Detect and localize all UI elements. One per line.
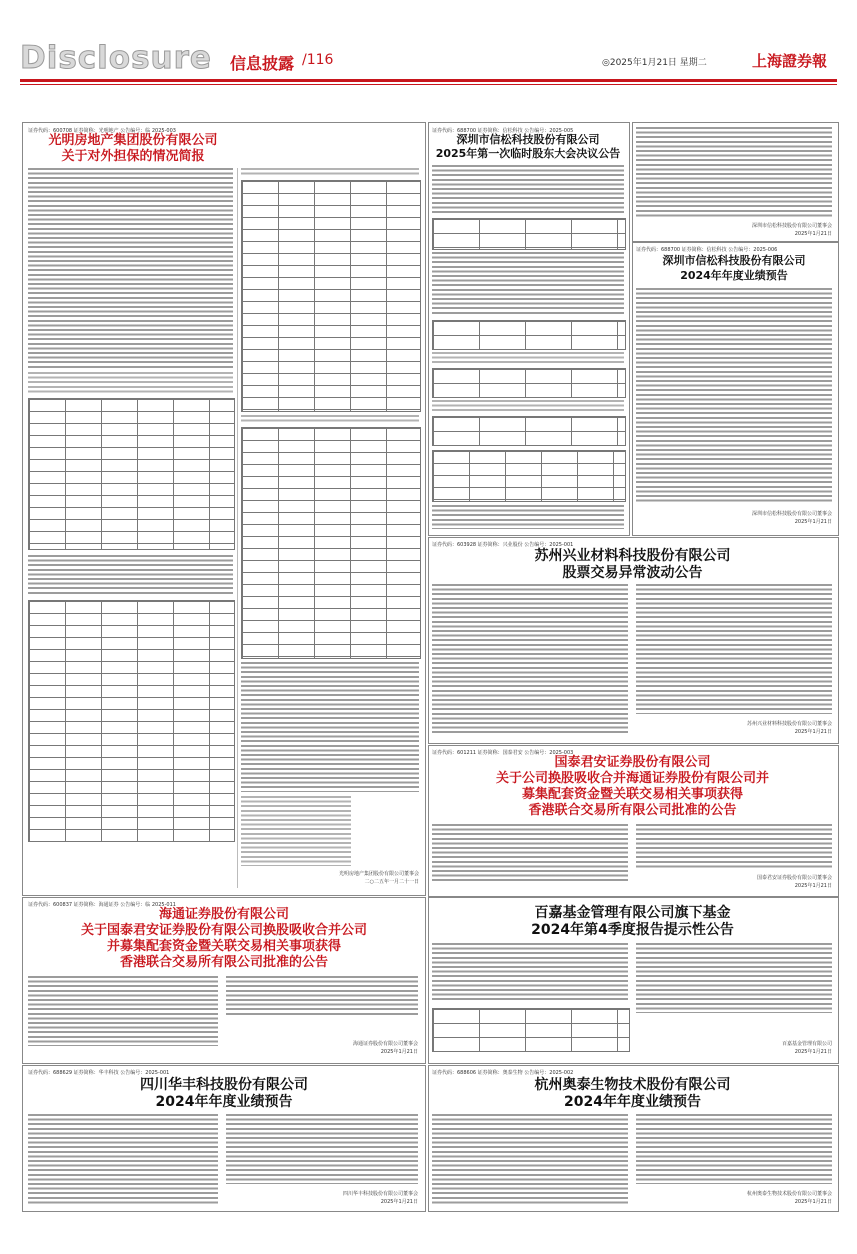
notice-signature: 深圳市信松科技股份有限公司董事会 bbox=[751, 511, 832, 517]
notice-date: 2025年1月21日 bbox=[794, 729, 832, 735]
vote-table bbox=[432, 320, 626, 350]
notice-subtitle: 2024年年度业绩预告 bbox=[155, 1094, 293, 1110]
notice-date: 2025年1月21日 bbox=[794, 519, 832, 525]
attendance-table bbox=[432, 218, 626, 250]
masthead-logo: Disclosure bbox=[20, 40, 212, 76]
notice-body-text bbox=[636, 127, 832, 217]
notice-header: 证券代码：688700 证券简称：信松科技 公告编号：2025-005 bbox=[432, 128, 574, 134]
subsidiary-table bbox=[241, 427, 421, 659]
masthead-rule-thin bbox=[20, 84, 837, 85]
notice-body-text bbox=[28, 168, 233, 368]
notice-title: 国泰君安证券股份有限公司 bbox=[554, 755, 711, 770]
guarantee-table bbox=[28, 398, 235, 550]
vote-detail-table bbox=[432, 450, 626, 502]
masthead-paper-name: 上海證券報 bbox=[752, 52, 828, 70]
notice-subtitle: 关于对外担保的情况简报 bbox=[61, 149, 205, 164]
notice-date: 2025年1月21日 bbox=[794, 231, 832, 237]
notice-title: 杭州奥泰生物技术股份有限公司 bbox=[534, 1077, 731, 1093]
guarantee-detail-table bbox=[28, 600, 235, 842]
notice-date: 2025年1月21日 bbox=[794, 1199, 832, 1205]
notice-date: 2025年1月21日 bbox=[380, 1049, 418, 1055]
notice-date: 2025年1月21日 bbox=[794, 1049, 832, 1055]
column-divider bbox=[237, 168, 238, 888]
vote-table bbox=[432, 368, 626, 398]
notice-signature: 苏州兴业材料科技股份有限公司董事会 bbox=[746, 721, 832, 727]
notice-signature: 四川华丰科技股份有限公司董事会 bbox=[342, 1191, 418, 1197]
notice-title: 百嘉基金管理有限公司旗下基金 bbox=[534, 905, 731, 921]
subsidiary-table bbox=[241, 180, 421, 412]
notice-header: 证券代码：688700 证券简称：信松科技 公告编号：2025-006 bbox=[636, 247, 778, 253]
notice-body-text bbox=[432, 584, 628, 734]
notice-title: 苏州兴业材料科技股份有限公司 bbox=[534, 548, 731, 564]
notice-body-text bbox=[226, 1114, 418, 1184]
notice-date: 2025年1月21日 bbox=[380, 1199, 418, 1205]
masthead-page-number: /116 bbox=[302, 52, 334, 68]
notice-subtitle: 并募集配套资金暨关联交易相关事项获得 bbox=[106, 939, 341, 954]
notice-body-text bbox=[432, 1114, 628, 1204]
notice-body-text bbox=[226, 976, 418, 1016]
notice-body-text bbox=[432, 252, 624, 316]
notice-subtitle: 关于公司换股吸收合并海通证券股份有限公司并 bbox=[495, 771, 769, 786]
notice-signature: 光明房地产集团股份有限公司董事会 bbox=[338, 871, 419, 877]
vote-table bbox=[432, 416, 626, 446]
notice-subtitle: 2025年第一次临时股东大会决议公告 bbox=[435, 147, 621, 160]
notice-body-text bbox=[28, 372, 233, 394]
notice-body-text bbox=[241, 662, 419, 792]
fund-list-table bbox=[432, 1008, 630, 1052]
notice-subtitle: 香港联合交易所有限公司批准的公告 bbox=[528, 803, 737, 818]
masthead-date: ◎2025年1月21日 星期二 bbox=[602, 58, 707, 68]
notice-body-text bbox=[636, 288, 832, 503]
notice-title: 深圳市信松科技股份有限公司 bbox=[456, 133, 600, 146]
notice-header: 证券代码：603928 证券简称：兴业股份 公告编号：2025-001 bbox=[432, 542, 574, 548]
notice-body-text bbox=[636, 584, 832, 714]
notice-body-text bbox=[432, 943, 628, 1003]
notice-signature: 深圳市信松科技股份有限公司董事会 bbox=[751, 223, 832, 229]
notice-body-text bbox=[636, 824, 832, 868]
notice-body-text bbox=[28, 555, 233, 595]
notice-subtitle: 2024年第4季度报告提示性公告 bbox=[531, 922, 734, 938]
notice-signature: 国泰君安证券股份有限公司董事会 bbox=[756, 875, 832, 881]
notice-body-text bbox=[432, 352, 624, 364]
notice-subtitle: 关于国泰君安证券股份有限公司换股吸收合并公司 bbox=[80, 923, 367, 938]
masthead-rule bbox=[20, 79, 837, 82]
notice-subtitle: 2024年年度业绩预告 bbox=[680, 269, 788, 282]
notice-date: 2025年1月21日 bbox=[794, 883, 832, 889]
notice-date: 二○二五年一月二十一日 bbox=[364, 879, 419, 885]
notice-list bbox=[241, 796, 351, 866]
notice-body-text bbox=[28, 976, 218, 1046]
notice-subtitle: 2024年年度业绩预告 bbox=[564, 1094, 701, 1110]
notice-subtitle: 香港联合交易所有限公司批准的公告 bbox=[119, 955, 328, 970]
notice-title: 光明房地产集团股份有限公司 bbox=[48, 133, 218, 148]
notice-title: 四川华丰科技股份有限公司 bbox=[140, 1077, 308, 1093]
notice-header: 证券代码：688606 证券简称：奥泰生物 公告编号：2025-002 bbox=[432, 1070, 574, 1076]
notice-body-text bbox=[636, 943, 832, 1013]
notice-body-text bbox=[636, 1114, 832, 1184]
notice-header: 证券代码：601211 证券简称：国泰君安 公告编号：2025-003 bbox=[432, 750, 574, 756]
notice-title: 海通证券股份有限公司 bbox=[158, 907, 289, 922]
notice-body-text bbox=[28, 1114, 218, 1204]
notice-signature: 海通证券股份有限公司董事会 bbox=[352, 1041, 418, 1047]
notice-header: 证券代码：600837 证券简称：海通证券 公告编号：临 2025-011 bbox=[28, 902, 176, 908]
notice-body-text bbox=[432, 400, 624, 412]
notice-subtitle: 募集配套资金暨关联交易相关事项获得 bbox=[521, 787, 743, 802]
notice-body-text bbox=[432, 165, 624, 215]
table-caption bbox=[241, 168, 419, 176]
masthead-section-title: 信息披露 bbox=[230, 54, 295, 73]
table-caption bbox=[241, 415, 419, 423]
notice-body-text bbox=[432, 824, 628, 884]
notice-signature: 百嘉基金管理有限公司 bbox=[781, 1041, 832, 1047]
notice-header: 证券代码：600708 证券简称：光明地产 公告编号：临 2025-003 bbox=[28, 128, 176, 134]
notice-subtitle: 股票交易异常波动公告 bbox=[562, 565, 703, 581]
notice-body-text bbox=[432, 505, 624, 529]
notice-header: 证券代码：688629 证券简称：华丰科技 公告编号：2025-001 bbox=[28, 1070, 170, 1076]
notice-signature: 杭州奥泰生物技术股份有限公司董事会 bbox=[746, 1191, 832, 1197]
notice-title: 深圳市信松科技股份有限公司 bbox=[662, 254, 806, 267]
